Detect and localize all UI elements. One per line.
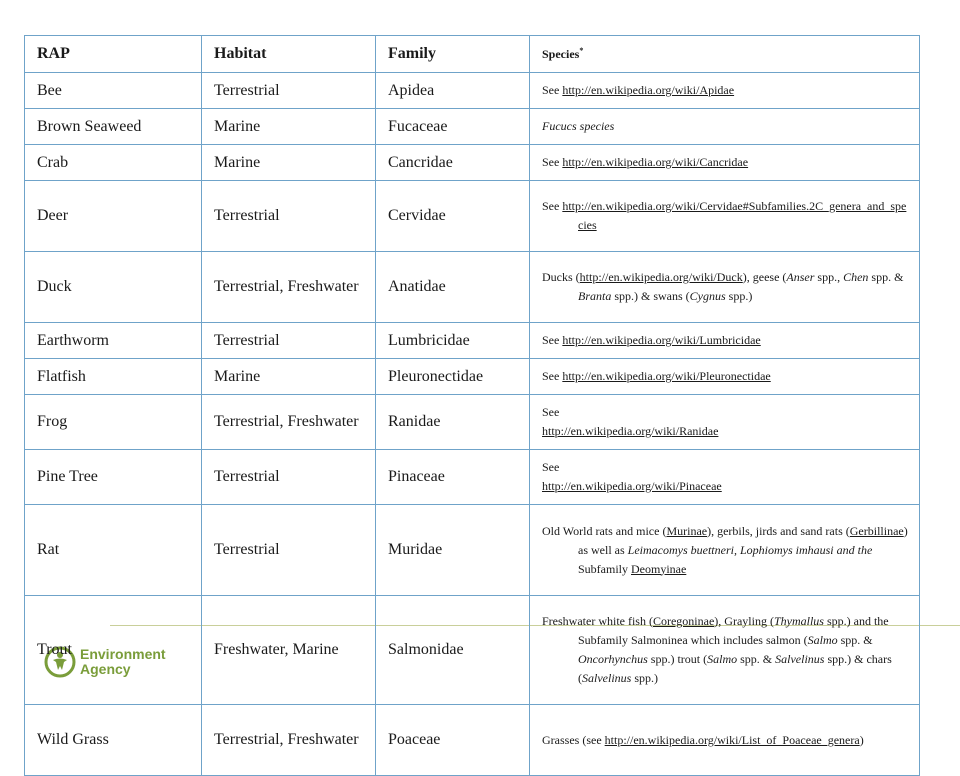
table-row [25,505,920,596]
species-cell [530,505,920,596]
species-prefix: See [542,333,563,347]
species-block [542,612,911,688]
species-genus: Salvelinus [582,671,632,685]
species-block [542,731,911,750]
header-species-label: Species [542,47,580,61]
habitat-cell [202,252,376,323]
species-text: ) [859,732,864,747]
species-cell [530,323,920,359]
species-prefix: See [542,405,560,419]
species-link[interactable]: http://en.wikipedia.org/wiki/Lumbricidae [562,333,761,347]
species-link[interactable]: http://en.wikipedia.org/wiki/Ranidae [542,424,719,438]
species-text: spp.) trout ( [647,652,708,666]
rap-cell: Rat [25,505,202,596]
habitat-text: Terrestrial, Freshwater [214,731,359,748]
species-prefix: See [542,155,563,169]
species-text: spp. & [837,633,873,647]
rap-cell: Bee [25,73,202,109]
table-row [25,596,920,705]
rap-cell: Flatfish [25,359,202,395]
habitat-cell: Terrestrial [202,323,376,359]
table-row [25,705,920,776]
species-text: Subfamily [578,561,631,576]
habitat-text: Terrestrial, Freshwater [214,278,359,295]
species-text: Old World rats and mice ( [542,523,667,538]
species-prefix: See [542,460,560,474]
species-text: ), geese ( [742,270,787,284]
species-link[interactable]: http://en.wikipedia.org/wiki/List_of_Poaceae_genera [604,732,860,747]
species-genus: Oncorhynchus [578,652,648,666]
species-text: Ducks ( [542,270,580,284]
logo-line-1: Environment [80,646,166,662]
table-row [25,73,920,109]
species-link-murinae[interactable]: Murinae [666,523,708,538]
rap-cell: Pine Tree [25,450,202,505]
species-block [542,197,911,235]
species-text: spp.) [631,671,658,685]
species-link-gerbillinae[interactable]: Gerbillinae [849,523,904,538]
rap-cell: Duck [25,252,202,323]
species-cell [530,181,920,252]
family-cell: Pleuronectidae [376,359,530,395]
habitat-cell: Terrestrial [202,450,376,505]
species-prefix: See [542,369,563,383]
species-prefix: See [542,199,563,213]
species-cell [530,359,920,395]
species-link[interactable]: http://en.wikipedia.org/wiki/Duck [579,270,743,284]
habitat-cell: Freshwater, Marine [202,596,376,705]
habitat-cell: Terrestrial [202,73,376,109]
habitat-cell: Terrestrial [202,505,376,596]
family-cell: Ranidae [376,395,530,450]
species-genus: Salmo [807,633,838,647]
rap-cell: Earthworm [25,323,202,359]
species-text: spp.) [725,289,753,303]
table-header-row [25,36,920,73]
species-genus: Salmo [707,652,738,666]
header-family: Family [376,36,530,73]
family-cell: Poaceae [376,705,530,776]
species-cell [530,252,920,323]
family-cell: Muridae [376,505,530,596]
table-row [25,109,920,145]
family-cell: Fucaceae [376,109,530,145]
species-text: spp. & [868,270,904,284]
habitat-cell: Marine [202,109,376,145]
species-link[interactable]: http://en.wikipedia.org/wiki/Pinaceae [542,479,722,493]
species-prefix: See [542,83,563,97]
habitat-cell [202,395,376,450]
habitat-cell [202,705,376,776]
family-cell: Apidea [376,73,530,109]
table-row [25,323,920,359]
family-cell: Anatidae [376,252,530,323]
species-text: ), gerbils, jirds and sand rats ( [707,523,850,538]
species-text: ), Grayling ( [714,614,774,628]
species-text: Freshwater white fish ( [542,614,653,628]
species-table [24,35,920,776]
species-text: spp.) & chars ( [578,652,892,685]
species-cell [530,145,920,181]
species-text: spp., [814,270,844,284]
table-row [25,359,920,395]
table-row [25,450,920,505]
rap-cell: Deer [25,181,202,252]
species-text: ) as well as [578,523,908,557]
species-link[interactable]: http://en.wikipedia.org/wiki/Cervidae#Subfamilies.2C_genera_and_species [562,199,907,232]
species-genus: Leimacomys buettneri, Lophiomys imhausi and the [627,542,873,557]
species-cell [530,596,920,705]
header-habitat: Habitat [202,36,376,73]
logo-line-2: Agency [80,661,131,677]
species-text: spp.) and the Subfamily Salmoninea which includes salmon ( [578,614,889,647]
species-link[interactable]: http://en.wikipedia.org/wiki/Pleuronectidae [562,369,771,383]
species-text: spp.) & swans ( [611,289,690,303]
species-cell [530,395,920,450]
species-genus: Salvelinus [775,652,825,666]
species-genus: Branta [578,289,612,303]
habitat-cell: Marine [202,145,376,181]
header-species [530,36,920,73]
species-block [542,268,911,306]
habitat-cell: Marine [202,359,376,395]
species-text: Fucucs species [542,119,615,133]
rap-cell: Trout [25,596,202,705]
species-block [542,522,911,579]
family-cell: Salmonidae [376,596,530,705]
header-rap: RAP [25,36,202,73]
species-cell [530,705,920,776]
species-text: spp. & [737,652,776,666]
rap-cell: Frog [25,395,202,450]
header-species-footnote-mark: * [579,46,584,55]
species-genus: Chen [843,270,869,284]
species-link[interactable]: http://en.wikipedia.org/wiki/Cancridae [562,155,749,169]
habitat-cell: Terrestrial [202,181,376,252]
species-genus: Thymallus [773,614,824,628]
species-link[interactable]: http://en.wikipedia.org/wiki/Apidae [562,83,735,97]
species-cell [530,73,920,109]
species-cell [530,109,920,145]
table-row [25,395,920,450]
habitat-text: Terrestrial, Freshwater [214,413,359,430]
species-genus: Anser [786,270,815,284]
table-row [25,252,920,323]
family-cell: Cancridae [376,145,530,181]
rap-cell: Crab [25,145,202,181]
species-genus: Cygnus [689,289,726,303]
family-cell: Cervidae [376,181,530,252]
species-cell [530,450,920,505]
species-link-coregoninae[interactable]: Coregoninae [652,614,715,628]
species-link-deomyinae[interactable]: Deomyinae [631,561,687,576]
family-cell: Pinaceae [376,450,530,505]
table-row [25,145,920,181]
table-row [25,181,920,252]
rap-cell: Wild Grass [25,705,202,776]
rap-cell: Brown Seaweed [25,109,202,145]
species-text: Grasses (see [542,732,605,747]
family-cell: Lumbricidae [376,323,530,359]
